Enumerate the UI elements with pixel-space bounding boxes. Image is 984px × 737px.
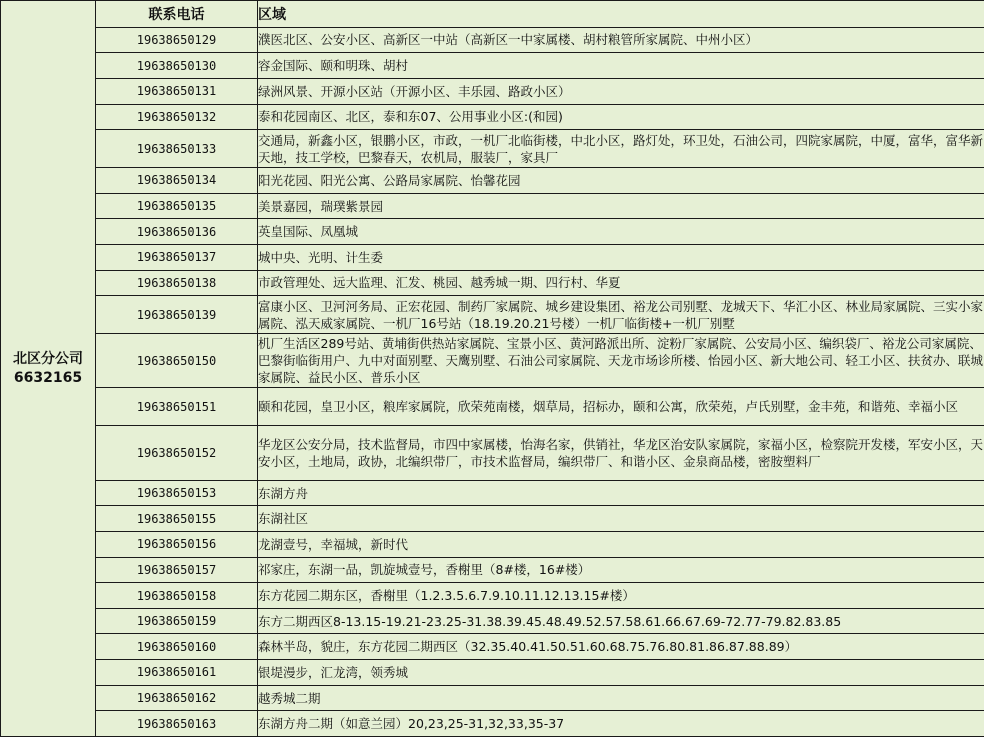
phone-cell: 19638650135 [96, 193, 258, 219]
phone-cell: 19638650157 [96, 557, 258, 583]
table-row [1, 53, 984, 79]
table-row [1, 557, 984, 583]
table-row [1, 426, 984, 480]
phone-cell: 19638650139 [96, 296, 258, 334]
company-cell [1, 1, 96, 737]
area-cell: 濮医北区、公安小区、高新区一中站（高新区一中家属楼、胡村粮管所家属院、中州小区） [258, 27, 984, 53]
area-cell: 富康小区、卫河河务局、正宏花园、制药厂家属院、城乡建设集团、裕龙公司别墅、龙城天下、华汇小区、林业局家属院、三实小家属院、泓天威家属院、一机厂16号站（18.19.20.21号楼）一机厂临街楼+一机厂别墅 [258, 296, 984, 334]
area-cell: 机厂生活区289号站、黄埔街供热站家属院、宝景小区、黄河路派出所、淀粉厂家属院、公安局小区、编织袋厂、裕龙公司家属院、巴黎街临街用户、九中对面别墅、天鹰别墅、石油公司家属院、天龙市场诊所楼、怡园小区、新大地公司、轻工小区、扶贫办、联城家属院、益民小区、普乐小区 [258, 334, 984, 388]
phone-cell: 19638650156 [96, 531, 258, 557]
phone-cell: 19638650133 [96, 130, 258, 168]
phone-cell: 19638650131 [96, 78, 258, 104]
phone-cell: 19638650150 [96, 334, 258, 388]
area-cell: 华龙区公安分局，技术监督局，市四中家属楼，怡海名家，供销社，华龙区治安队家属院，家福小区，检察院开发楼，军安小区，天安小区，土地局，政协，北编织带厂，市技术监督局，编织带厂、和谐小区、金泉商品楼，密胺塑料厂 [258, 426, 984, 480]
area-cell: 祁家庄，东湖一品，凯旋城壹号，香榭里（8#楼，16#楼） [258, 557, 984, 583]
area-cell: 银堤漫步，汇龙湾，领秀城 [258, 660, 984, 686]
area-cell: 城中央、光明、计生委 [258, 244, 984, 270]
table-row [1, 296, 984, 334]
phone-cell: 19638650153 [96, 480, 258, 506]
phone-cell: 19638650162 [96, 685, 258, 711]
company-name: 北区分公司 [13, 350, 83, 367]
area-cell: 泰和花园南区、北区，泰和东07、公用事业小区:(和园) [258, 104, 984, 130]
area-cell: 东方二期西区8-13.15-19.21-23.25-31.38.39.45.48.49.52.57.58.61.66.67.69-72.77-79.82.83.85 [258, 608, 984, 634]
phone-cell: 19638650136 [96, 219, 258, 245]
table-row [1, 583, 984, 609]
area-cell: 颐和花园，皇卫小区，粮库家属院，欣荣苑南楼，烟草局，招标办，颐和公寓，欣荣苑，卢氏别墅，金丰苑，和谐苑、幸福小区 [258, 388, 984, 426]
table-row [1, 193, 984, 219]
phone-cell: 19638650151 [96, 388, 258, 426]
table-row [1, 168, 984, 194]
area-cell: 英皇国际、凤凰城 [258, 219, 984, 245]
table-row [1, 388, 984, 426]
area-cell: 阳光花园、阳光公寓、公路局家属院、怡馨花园 [258, 168, 984, 194]
phone-cell: 19638650130 [96, 53, 258, 79]
phone-cell: 19638650158 [96, 583, 258, 609]
table-row [1, 219, 984, 245]
table-row [1, 480, 984, 506]
area-cell: 东湖方舟 [258, 480, 984, 506]
company-phone: 6632165 [13, 369, 83, 386]
table-row [1, 104, 984, 130]
area-cell: 东湖社区 [258, 506, 984, 532]
phone-cell: 19638650161 [96, 660, 258, 686]
area-cell: 美景嘉园，瑞璞紫景园 [258, 193, 984, 219]
phone-cell: 19638650155 [96, 506, 258, 532]
table-row [1, 506, 984, 532]
area-cell: 绿洲风景、开源小区站（开源小区、丰乐园、路政小区） [258, 78, 984, 104]
table-row [1, 711, 984, 737]
table-row [1, 270, 984, 296]
area-cell: 交通局，新鑫小区，银鹏小区，市政，一机厂北临街楼，中北小区，路灯处，环卫处，石油公司，四院家属院，中厦，富华，富华新天地，技工学校，巴黎春天，农机局，服装厂，家具厂 [258, 130, 984, 168]
phone-cell: 19638650160 [96, 634, 258, 660]
header-row [1, 1, 984, 28]
area-cell: 市政管理处、远大监理、汇发、桃园、越秀城一期、四行村、华夏 [258, 270, 984, 296]
table-row [1, 608, 984, 634]
phone-column-header: 联系电话 [96, 1, 258, 28]
table-row [1, 685, 984, 711]
table-row [1, 634, 984, 660]
phone-cell: 19638650129 [96, 27, 258, 53]
area-cell: 东方花园二期东区，香榭里（1.2.3.5.6.7.9.10.11.12.13.15#楼） [258, 583, 984, 609]
area-cell: 容金国际、颐和明珠、胡村 [258, 53, 984, 79]
area-cell: 越秀城二期 [258, 685, 984, 711]
area-cell: 龙湖壹号，幸福城，新时代 [258, 531, 984, 557]
table-row [1, 334, 984, 388]
table-row [1, 27, 984, 53]
phone-cell: 19638650163 [96, 711, 258, 737]
phone-cell: 19638650132 [96, 104, 258, 130]
table-row [1, 660, 984, 686]
phone-cell: 19638650152 [96, 426, 258, 480]
phone-cell: 19638650159 [96, 608, 258, 634]
area-cell: 东湖方舟二期（如意兰园）20,23,25-31,32,33,35-37 [258, 711, 984, 737]
phone-cell: 19638650138 [96, 270, 258, 296]
area-column-header: 区域 [258, 1, 984, 28]
table-row [1, 531, 984, 557]
table-row [1, 130, 984, 168]
table-row [1, 78, 984, 104]
table-row [1, 244, 984, 270]
phone-cell: 19638650134 [96, 168, 258, 194]
area-cell: 森林半岛，貌庄，东方花园二期西区（32.35.40.41.50.51.60.68.75.76.80.81.86.87.88.89） [258, 634, 984, 660]
phone-cell: 19638650137 [96, 244, 258, 270]
